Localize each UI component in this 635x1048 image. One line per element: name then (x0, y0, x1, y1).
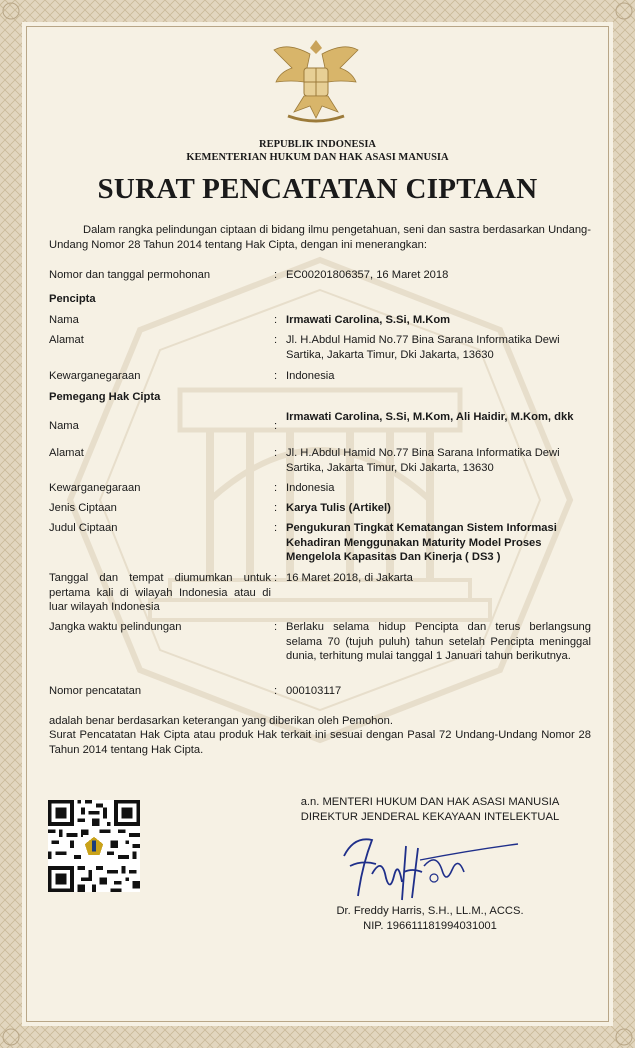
colon: : (274, 502, 278, 514)
holder-heading: Pemegang Hak Cipta (49, 391, 161, 403)
creator-heading: Pencipta (49, 293, 96, 305)
application-value: EC00201806357, 16 Maret 2018 (286, 269, 449, 281)
header-country: REPUBLIK INDONESIA (259, 139, 376, 150)
colon: : (274, 522, 278, 534)
period-value: Berlaku selama hidup Pencipta dan terus berlangsung selama 70 (tujuh puluh) tahun setelah Pencipta meninggal dunia, terhitung mulai tanggal 1 Januari tahun berikutnya. (286, 621, 591, 662)
colon: : (274, 334, 278, 346)
colon: : (274, 621, 278, 633)
colon: : (274, 572, 278, 584)
creator-address-value: Jl. H.Abdul Hamid No.77 Bina Sarana Informatika Dewi Sartika, Jakarta Timur, Dki Jakarta, 13630 (286, 334, 560, 361)
colon: : (274, 370, 278, 382)
colon: : (274, 269, 278, 281)
work-type-value: Karya Tulis (Artikel) (286, 502, 391, 514)
colon: : (274, 420, 278, 432)
creator-citizenship-value: Indonesia (286, 370, 335, 382)
colon: : (274, 314, 278, 326)
application-label: Nomor dan tanggal permohonan (49, 269, 211, 281)
signatory-on-behalf: a.n. MENTERI HUKUM DAN HAK ASASI MANUSIA (300, 796, 560, 808)
colon: : (274, 685, 278, 697)
creator-name-value: Irmawati Carolina, S.Si, M.Kom (286, 314, 451, 326)
intro-paragraph: Dalam rangka pelindungan ciptaan di bidang ilmu pengetahuan, seni dan sastra berdasarkan Undang-Undang Nomor 28 Tahun 2014 tentang Hak Cipta, dengan ini menerangkan: (49, 224, 591, 251)
record-label: Nomor pencatatan (49, 685, 142, 697)
holder-citizenship-value: Indonesia (286, 482, 335, 494)
creator-address-label: Alamat (49, 334, 84, 346)
period-label: Jangka waktu pelindungan (49, 621, 182, 633)
holder-address-label: Alamat (49, 447, 84, 459)
holder-name-label: Nama (49, 420, 79, 432)
qr-code-icon (48, 800, 140, 892)
holder-citizenship-label: Kewarganegaraan (49, 482, 141, 494)
document-title: SURAT PENCATATAN CIPTAAN (97, 173, 538, 205)
work-type-label: Jenis Ciptaan (49, 502, 117, 514)
holder-name-value: Irmawati Carolina, S.Si, M.Kom, Ali Haidir, M.Kom, dkk (286, 411, 574, 423)
work-title-value: Pengukuran Tingkat Kematangan Sistem Informasi Kehadiran Menggunakan Maturity Model Proses Mengelola Kapasitas Dan Kinerja ( DS3 ) (286, 522, 557, 563)
announce-value: 16 Maret 2018, di Jakarta (286, 572, 413, 584)
garuda-emblem-icon (270, 32, 362, 130)
signature-icon (332, 826, 522, 910)
signatory-name: Dr. Freddy Harris, S.H., LL.M., ACCS. (336, 905, 524, 917)
creator-citizenship-label: Kewarganegaraan (49, 370, 141, 382)
colon: : (274, 482, 278, 494)
signatory-nip: NIP. 196611181994031001 (363, 920, 497, 932)
signatory-office: DIREKTUR JENDERAL KEKAYAAN INTELEKTUAL (300, 811, 560, 823)
holder-address-value: Jl. H.Abdul Hamid No.77 Bina Sarana Informatika Dewi Sartika, Jakarta Timur, Dki Jakarta, 13630 (286, 447, 560, 474)
record-value: 000103117 (286, 685, 342, 697)
header-ministry: KEMENTERIAN HUKUM DAN HAK ASASI MANUSIA (186, 152, 449, 163)
colon: : (274, 447, 278, 459)
creator-name-label: Nama (49, 314, 79, 326)
footer-line-2: Surat Pencatatan Hak Cipta atau produk Hak terkait ini sesuai dengan Pasal 72 Undang-Undang Nomor 28 Tahun 2014 tentang Hak Cipta. (49, 729, 591, 756)
work-title-label: Judul Ciptaan (49, 522, 118, 534)
announce-label: Tanggal dan tempat diumumkan untuk pertama kali di wilayah Indonesia atau di luar wilayah Indonesia (49, 572, 271, 613)
footer-line-1: adalah benar berdasarkan keterangan yang diberikan oleh Pemohon. (49, 715, 393, 727)
